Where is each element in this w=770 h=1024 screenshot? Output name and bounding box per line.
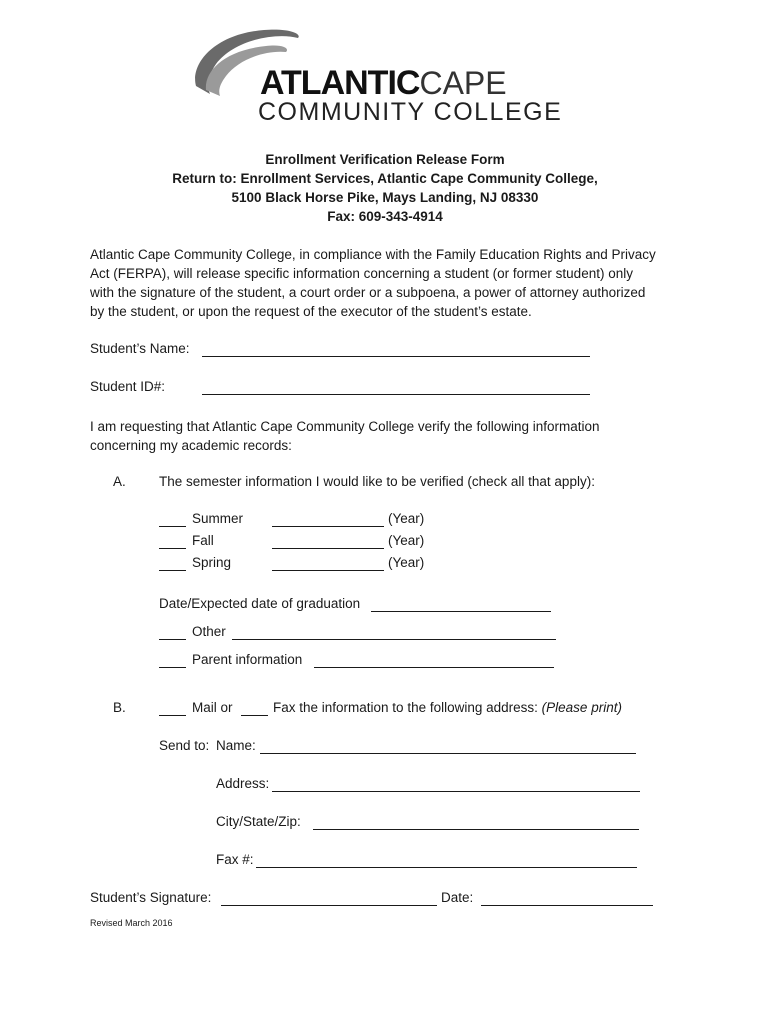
send-to-label: Send to: — [159, 738, 210, 753]
summer-year-label: (Year) — [388, 511, 425, 526]
form-title: Enrollment Verification Release Form — [265, 152, 505, 167]
semester-spring: Spring — [192, 555, 232, 570]
student-name-label: Student’s Name: — [90, 341, 190, 356]
fall-check[interactable] — [159, 536, 186, 549]
date-label: Date: — [441, 890, 474, 905]
section-a-text: The semester information I would like to be verified (check all that apply): — [159, 474, 595, 489]
parent-check[interactable] — [159, 655, 186, 668]
send-fax-label: Fax #: — [216, 852, 254, 867]
mail-label: Mail or — [192, 700, 233, 715]
semester-summer: Summer — [192, 511, 244, 526]
fax-instruction — [273, 700, 622, 715]
graduation-field[interactable] — [371, 599, 551, 612]
semester-fall: Fall — [192, 533, 214, 548]
spring-check[interactable] — [159, 558, 186, 571]
fax-instruction-text: Fax the information to the following address: — [273, 700, 538, 715]
fax-check[interactable] — [241, 703, 268, 716]
send-city-field[interactable] — [313, 817, 639, 830]
return-to: Return to: Enrollment Services, Atlantic Cape Community College, — [172, 171, 598, 186]
date-field[interactable] — [481, 893, 653, 906]
send-fax-field[interactable] — [256, 855, 637, 868]
intro-line-4: by the student, or upon the request of the executor of the student’s estate. — [90, 304, 532, 319]
return-address: 5100 Black Horse Pike, Mays Landing, NJ 08330 — [231, 190, 539, 205]
logo-community-college: COMMUNITY COLLEGE — [258, 98, 563, 126]
intro-line-2: Act (FERPA), will release specific information concerning a student (or former student) only — [90, 266, 633, 281]
fall-year-label: (Year) — [388, 533, 425, 548]
section-b-letter: B. — [113, 700, 126, 715]
student-name-field[interactable] — [202, 344, 590, 357]
student-id-field[interactable] — [202, 382, 590, 395]
student-id-row — [90, 379, 165, 394]
other-field[interactable] — [232, 627, 556, 640]
student-id-label: Student ID#: — [90, 379, 166, 394]
intro-line-1: Atlantic Cape Community College, in compliance with the Family Education Rights and Privacy — [90, 247, 656, 262]
graduation-label: Date/Expected date of graduation — [159, 596, 361, 611]
spring-year-field[interactable] — [272, 558, 384, 571]
send-address-field[interactable] — [272, 779, 640, 792]
return-fax: Fax: 609-343-4914 — [327, 209, 443, 224]
parent-label: Parent information — [192, 652, 303, 667]
send-city-label: City/State/Zip: — [216, 814, 301, 829]
please-print: (Please print) — [541, 700, 622, 715]
logo-atlantic: ATLANTIC — [260, 64, 420, 102]
other-check[interactable] — [159, 627, 186, 640]
logo-cape: CAPE — [419, 65, 507, 101]
intro-line-3: with the signature of the student, a court order or a subpoena, a power of attorney authorized — [90, 285, 646, 300]
request-line-2: concerning my academic records: — [90, 438, 292, 453]
revised-date: Revised March 2016 — [90, 918, 173, 928]
summer-check[interactable] — [159, 514, 186, 527]
signature-field[interactable] — [221, 893, 437, 906]
other-label: Other — [192, 624, 226, 639]
parent-field[interactable] — [314, 655, 554, 668]
summer-year-field[interactable] — [272, 514, 384, 527]
signature-label: Student’s Signature: — [90, 890, 212, 905]
student-name-row — [90, 341, 190, 356]
send-name-label: Name: — [216, 738, 256, 753]
college-logo — [186, 24, 563, 126]
fall-year-field[interactable] — [272, 536, 384, 549]
spring-year-label: (Year) — [388, 555, 425, 570]
send-name-field[interactable] — [260, 741, 636, 754]
mail-check[interactable] — [159, 703, 186, 716]
request-line-1: I am requesting that Atlantic Cape Community College verify the following information — [90, 419, 600, 434]
section-a-letter: A. — [113, 474, 126, 489]
send-address-label: Address: — [216, 776, 270, 791]
